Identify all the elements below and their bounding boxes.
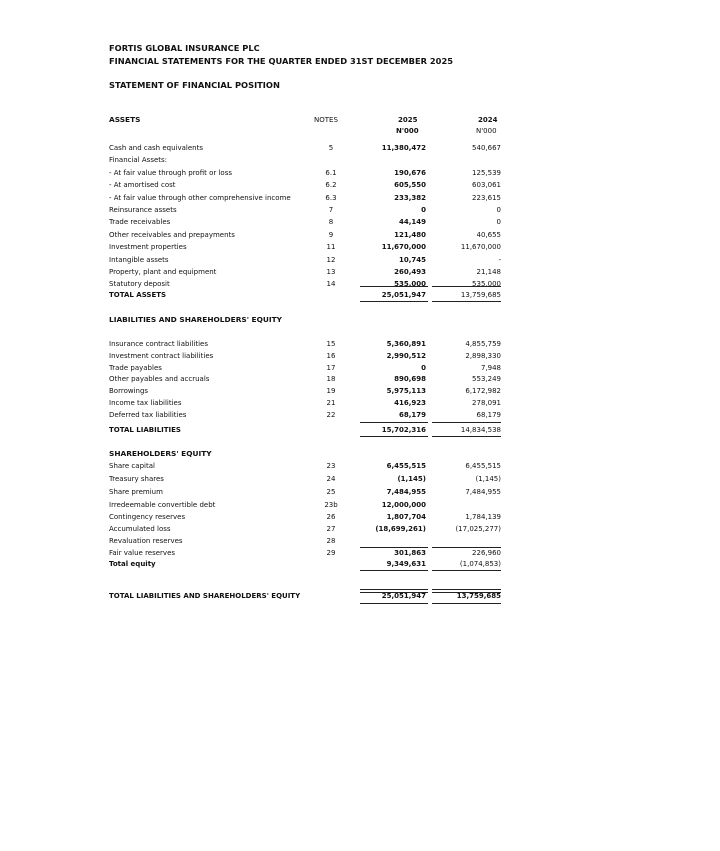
row-label: Intangible assets xyxy=(109,255,169,264)
row-value-2025: 5,975,113 xyxy=(386,387,426,396)
row-label: Share capital xyxy=(109,462,155,470)
row-label: Fair value reserves xyxy=(109,549,176,557)
row-value-2024: (17,025,277) xyxy=(455,525,501,533)
row-note: 16 xyxy=(326,351,336,360)
equity-total-underline-2025 xyxy=(360,570,428,571)
total-assets-label: TOTAL ASSETS xyxy=(109,291,167,299)
total-liabilities-row xyxy=(109,424,509,436)
row-value-2025: 7,484,955 xyxy=(386,488,426,496)
row-value-2024: 535,000 xyxy=(472,280,501,289)
equity-total-rule-2025 xyxy=(360,547,428,548)
row-note: 12 xyxy=(326,255,336,264)
table-row xyxy=(109,142,509,154)
statement-subtitle: FINANCIAL STATEMENTS FOR THE QUARTER ENDED 31ST DECEMBER 2025 xyxy=(109,56,453,66)
row-value-2024: 21,148 xyxy=(476,268,501,276)
row-value-2025: 0 xyxy=(421,363,426,372)
total-liabilities-label: TOTAL LIABILITIES xyxy=(109,426,181,434)
year-prior-header: 2024 xyxy=(478,116,498,124)
total-equity-2024: (1,074,853) xyxy=(459,560,501,568)
row-value-2024: 0 xyxy=(496,206,501,214)
row-note: 7 xyxy=(328,206,334,214)
table-row xyxy=(109,192,509,204)
table-row xyxy=(109,338,509,350)
row-value-2025: 1,807,704 xyxy=(386,513,426,521)
table-row xyxy=(109,511,509,523)
equity-heading: SHAREHOLDERS' EQUITY xyxy=(109,449,212,458)
row-value-2024: 11,670,000 xyxy=(460,243,501,252)
row-value-2024: - xyxy=(498,255,501,264)
row-value-2024: 223,615 xyxy=(472,193,501,202)
row-label: Borrowings xyxy=(109,387,149,396)
grand-total-2024: 13,759,685 xyxy=(456,592,501,600)
row-note: 6.3 xyxy=(325,193,337,202)
table-row xyxy=(109,229,509,241)
row-label: Other payables and accruals xyxy=(109,375,210,384)
liabilities-total-rule-2024 xyxy=(432,422,501,423)
row-value-2025: 6,455,515 xyxy=(386,462,426,470)
liabilities-total-underline-2024 xyxy=(432,436,501,437)
row-label: Investment properties xyxy=(109,243,187,252)
table-row xyxy=(109,397,509,409)
row-value-2025: 0 xyxy=(421,206,426,214)
notes-column-header: NOTES xyxy=(314,116,338,124)
statement-title: STATEMENT OF FINANCIAL POSITION xyxy=(109,80,280,90)
row-value-2024: 4,855,759 xyxy=(465,340,501,348)
row-label: Deferred tax liabilities xyxy=(109,410,187,419)
row-value-2024: 553,249 xyxy=(472,375,501,384)
row-label: Other receivables and prepayments xyxy=(109,230,235,239)
row-label: Trade receivables xyxy=(109,218,171,227)
table-row xyxy=(109,254,509,266)
row-note: 15 xyxy=(326,340,336,348)
row-value-2025: 416,923 xyxy=(394,399,426,407)
row-note: 11 xyxy=(326,243,336,252)
row-value-2025: 190,676 xyxy=(394,168,426,177)
row-note: 6.2 xyxy=(325,181,337,190)
row-label: Financial Assets: xyxy=(109,156,168,165)
row-value-2025: 121,480 xyxy=(394,230,426,239)
total-assets-2024: 13,759,685 xyxy=(460,291,501,299)
table-row xyxy=(109,486,509,498)
row-label: Cash and cash equivalents xyxy=(109,144,203,152)
row-value-2025: 2,990,512 xyxy=(386,351,426,360)
row-label: Contingency reserves xyxy=(109,513,186,521)
row-value-2024: 0 xyxy=(496,218,501,227)
row-value-2025: 233,382 xyxy=(394,193,426,202)
row-note: 27 xyxy=(326,525,336,533)
year-current-header: 2025 xyxy=(398,116,418,124)
grand-total-underline-2025 xyxy=(360,603,428,604)
table-row xyxy=(109,167,509,179)
total-assets-row xyxy=(109,289,509,301)
row-note: 9 xyxy=(328,230,334,239)
table-row xyxy=(109,154,509,166)
liabilities-heading: LIABILITIES AND SHAREHOLDERS' EQUITY xyxy=(109,315,283,324)
row-value-2025: 68,179 xyxy=(398,410,426,419)
total-liabilities-2024: 14,834,538 xyxy=(460,426,501,434)
grand-total-row xyxy=(109,590,509,602)
row-value-2024: 278,091 xyxy=(472,399,501,407)
table-row xyxy=(109,385,509,397)
table-row xyxy=(109,409,509,421)
row-note: 29 xyxy=(326,549,336,557)
row-value-2025: (18,699,261) xyxy=(375,525,426,533)
table-row xyxy=(109,204,509,216)
row-value-2025: 11,670,000 xyxy=(381,243,426,252)
liabilities-total-underline-2025 xyxy=(360,436,428,437)
row-value-2024: 40,655 xyxy=(476,230,501,239)
row-label: Income tax liabilities xyxy=(109,399,182,407)
row-label: Statutory deposit xyxy=(109,280,170,289)
row-value-2024: 226,960 xyxy=(472,549,501,557)
equity-total-rule-2024 xyxy=(432,547,501,548)
row-note: 14 xyxy=(326,280,336,289)
row-value-2025: 535,000 xyxy=(394,280,426,289)
row-note: 5 xyxy=(328,144,334,152)
row-label: Treasury shares xyxy=(109,475,164,483)
liabilities-total-rule-2025 xyxy=(360,422,428,423)
row-note: 28 xyxy=(326,537,336,545)
table-row xyxy=(109,362,509,374)
row-label: - At amortised cost xyxy=(109,181,176,190)
row-label: - At fair value through profit or loss xyxy=(109,168,232,177)
row-value-2024: 6,172,982 xyxy=(465,387,501,396)
row-note: 8 xyxy=(328,218,334,227)
table-row xyxy=(109,216,509,228)
row-label: Revaluation reserves xyxy=(109,537,183,545)
table-row xyxy=(109,179,509,191)
total-assets-2025: 25,051,947 xyxy=(381,291,426,299)
row-value-2025: 301,863 xyxy=(394,549,426,557)
row-note: 23b xyxy=(324,501,338,509)
row-value-2025: 260,493 xyxy=(394,268,426,276)
assets-heading: ASSETS xyxy=(109,115,141,124)
row-value-2025: (1,145) xyxy=(397,475,426,483)
row-note: 19 xyxy=(326,387,336,396)
row-note: 25 xyxy=(326,488,336,496)
table-row xyxy=(109,523,509,535)
row-value-2025: 10,745 xyxy=(398,255,426,264)
table-row xyxy=(109,460,509,472)
row-value-2024: 540,667 xyxy=(472,144,501,152)
table-row xyxy=(109,535,509,547)
row-label: Investment contract liabilities xyxy=(109,351,214,360)
total-equity-row xyxy=(109,558,509,570)
row-label: Irredeemable convertible debt xyxy=(109,501,216,509)
row-label: Property, plant and equipment xyxy=(109,268,217,276)
row-note: 21 xyxy=(326,399,336,407)
row-value-2025: 11,380,472 xyxy=(381,144,426,152)
row-value-2024: 7,948 xyxy=(480,363,501,372)
table-row xyxy=(109,350,509,362)
unit-prior-header: N'000 xyxy=(476,127,497,135)
row-value-2024: (1,145) xyxy=(475,475,501,483)
table-row xyxy=(109,499,509,511)
row-note: 13 xyxy=(326,268,336,276)
row-value-2025: 890,698 xyxy=(394,375,426,384)
row-label: Reinsurance assets xyxy=(109,206,177,214)
row-label: Share premium xyxy=(109,488,163,496)
row-note: 6.1 xyxy=(325,168,337,177)
total-equity-label: Total equity xyxy=(109,560,156,568)
row-value-2025: 12,000,000 xyxy=(381,501,426,509)
total-liabilities-2025: 15,702,316 xyxy=(381,426,426,434)
row-value-2024: 6,455,515 xyxy=(465,462,501,470)
row-value-2025: 5,360,891 xyxy=(386,340,426,348)
row-value-2024: 7,484,955 xyxy=(465,488,501,496)
row-note: 17 xyxy=(326,363,336,372)
unit-current-header: N'000 xyxy=(396,127,419,135)
table-row xyxy=(109,373,509,385)
row-value-2024: 2,898,330 xyxy=(465,351,501,360)
equity-total-underline-2024 xyxy=(432,570,501,571)
total-equity-2025: 9,349,631 xyxy=(386,560,426,568)
row-note: 18 xyxy=(326,375,336,384)
company-name: FORTIS GLOBAL INSURANCE PLC xyxy=(109,43,260,53)
assets-total-rule-2024 xyxy=(432,286,501,287)
row-label: Trade payables xyxy=(109,363,162,372)
grand-total-underline-2024 xyxy=(432,603,501,604)
row-value-2024: 1,784,139 xyxy=(465,513,501,521)
table-row xyxy=(109,266,509,278)
assets-total-underline-2024 xyxy=(432,301,501,302)
table-row xyxy=(109,473,509,485)
row-note: 23 xyxy=(326,462,336,470)
row-value-2024: 603,061 xyxy=(472,181,501,190)
row-label: Insurance contract liabilities xyxy=(109,340,208,348)
row-value-2024: 68,179 xyxy=(476,410,501,419)
grand-total-2025: 25,051,947 xyxy=(381,592,426,600)
row-note: 26 xyxy=(326,513,336,521)
grand-total-label: TOTAL LIABILITIES AND SHAREHOLDERS' EQUITY xyxy=(109,592,301,600)
row-value-2024: 125,539 xyxy=(472,168,501,177)
assets-total-underline-2025 xyxy=(360,301,428,302)
row-label: Accumulated loss xyxy=(109,525,171,533)
row-label: - At fair value through other comprehensive income xyxy=(109,193,291,202)
table-row xyxy=(109,241,509,253)
row-note: 22 xyxy=(326,410,336,419)
row-note: 24 xyxy=(326,475,336,483)
row-value-2025: 605,550 xyxy=(394,181,426,190)
row-value-2025: 44,149 xyxy=(398,218,426,227)
assets-total-rule-2025 xyxy=(360,286,428,287)
